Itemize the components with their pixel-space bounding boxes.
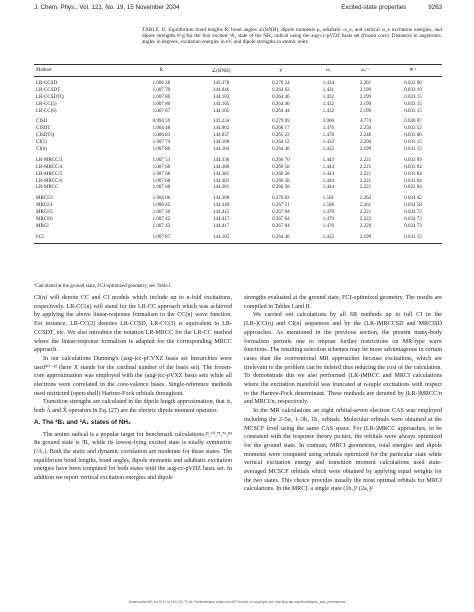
value-cell: 1.431: [322, 87, 334, 93]
value-cell: 0.267 04: [272, 223, 290, 229]
value-cell: 1.478: [322, 133, 334, 139]
value-cell: 1.501: [322, 196, 334, 202]
value-cell: 0.270 24: [272, 80, 290, 86]
value-cell: 0.264 46: [272, 94, 290, 100]
paragraph: We carried out calculations by all SR methods up to full CI in the (LR-)CC(n) and CI(n) sequences and by the (LR-)MRCCSD and MRCISD approaches. As mentioned in the previous section, the present many-body formalism permits one to impose further restrictions on MR-type wave functions. The resulting selection schemes may be more advantageous in certain cases than the conventional MR approaches because excitations, which are irrelevant to the problem can be deleted thus reducing the cost of the calculation. To demonstrate this we also performed (LR-)MRCC and MRCI calculations where the excitation manifold was truncated at n-tuple excitations with respect to the Hartree-Fock determinant. These methods are denoted by (LR-)MRCC/n and MRCI/n, respectively.: [244, 312, 442, 406]
value-cell: 144.300: [212, 196, 230, 202]
value-cell: 1.432: [322, 234, 334, 240]
method-cell: FCI: [36, 234, 44, 240]
value-cell: 1.432: [322, 108, 334, 114]
table-row: [34, 153, 442, 164]
value-cell: 1.004 06: [152, 196, 171, 202]
value-cell: 0.033 15: [404, 140, 422, 146]
table-body: [34, 77, 442, 244]
table-row: [34, 125, 442, 132]
value-cell: 0.264 44: [272, 108, 290, 114]
method-cell: LR-CCSDTQ: [36, 94, 64, 100]
paragraph: CI(n) will denote CC and CI models which include up to n-fold excitations, respectively. LR-CC(n) will stand for the LR-CC approach which was achieved by applying the above linear-response formalism to the CC(n) wave function. For instance, LR-CC(2) denotes LR-CCSD, LR-CC(3) is equivalent to LR-CCSDT, etc. We also introduce the notation LR-MRCC for the LR-CC method where the linear-response formalism is adapted for the corresponding MRCC approach.: [34, 295, 232, 354]
method-cell: LR-CC(5): [36, 101, 57, 107]
value-cell: 2.221: [359, 157, 372, 163]
value-cell: 144.381: [212, 171, 230, 177]
value-cell: 1.007 53: [152, 157, 171, 163]
value-cell: 0.034 58: [404, 203, 422, 209]
value-cell: 0.033 00: [404, 133, 422, 139]
value-cell: 0.034 73: [404, 223, 422, 229]
download-footer: Downloaded 80 Jul 2012 to 140.123.79.46. Redistribution subject to AIP license or copyright; see http://jcp.aip.org/about/rights_and_permissions: [128, 600, 346, 604]
value-cell: 1.432: [322, 146, 334, 152]
value-cell: 144.330: [212, 157, 230, 163]
value-cell: 2.261: [359, 203, 372, 209]
value-cell: 0.033 19: [404, 87, 422, 93]
value-cell: 1.444: [322, 178, 334, 184]
value-cell: 0.033 09: [404, 157, 422, 163]
value-cell: 0.033 15: [404, 101, 422, 107]
paragraph: In the MR calculations an eight orbital-seven electron CAS was employed including the 2–5a₁ 1–3b₂ 1b₁ orbitals. Molecular orbitals were obtained at the MCSCF level using the same CAS space. For (LR-)MRCC approaches, to be consistent with the response theory picture, the orbitals were always optimized for the ground state. In contrast, MRCI geometries, total energies and dipole moments were computed using orbitals optimized for the particular state while vertical excitation energy and transition moment calculations used state-averaged MCSCF orbitals which were obtained by applying equal weights for the two states. This choice provides usually the most optimal orbitals for MRCI calculations. In the MRCI, a single state (1b₁)¹ (2a₁)²: [244, 408, 442, 493]
value-cell: 0.033 15: [404, 94, 422, 100]
method-cell: LR-CCSD: [36, 80, 58, 86]
value-cell: 1.004 48: [152, 126, 171, 132]
value-cell: 1.007 42: [152, 223, 171, 229]
value-cell: 144.046: [212, 87, 230, 93]
value-cell: 2.220: [359, 223, 372, 229]
value-cell: 2.221: [359, 210, 372, 216]
value-cell: 4.774: [359, 119, 372, 125]
method-cell: LR-MRCC/5: [36, 171, 63, 177]
value-cell: 0.264 62: [272, 87, 290, 93]
value-cell: 144.002: [212, 126, 230, 132]
value-cell: 0.034 42: [404, 196, 422, 202]
value-cell: 144.105: [212, 234, 230, 240]
col-header-mu: μ: [279, 68, 283, 73]
col-header-theta: θᵍ ᵃ: [409, 68, 417, 73]
value-cell: 2.221: [359, 178, 372, 184]
value-cell: 2.199: [359, 234, 372, 240]
value-cell: 0.279 69: [272, 119, 290, 125]
value-cell: 1.432: [322, 101, 334, 107]
paragraph: strengths evaluated at the ground state, FCI-optimized geometry. The results are compiled in Tables I and II.: [244, 295, 442, 310]
value-cell: 1.443: [322, 157, 334, 163]
method-cell: LR-CCSDT: [36, 87, 61, 93]
table-footnote: ᵃCalculated at the ground state, FCI-optimized geometry, see Table I.: [34, 284, 172, 289]
method-cell: MRCI/3: [36, 196, 53, 202]
value-cell: 0.994 59: [152, 119, 171, 125]
table-row: [34, 184, 442, 191]
value-cell: 143.234: [212, 119, 230, 125]
section-title: Excited-state properties: [341, 4, 407, 11]
method-cell: MRCI/6: [36, 216, 53, 222]
value-cell: 1.007 68: [152, 171, 171, 177]
table-row: [34, 132, 442, 139]
value-cell: 1.470: [322, 210, 334, 216]
method-cell: CISD: [36, 119, 48, 125]
value-cell: 0.264 52: [272, 140, 290, 146]
value-cell: 1.444: [322, 171, 334, 177]
value-cell: 1.006 45: [152, 203, 171, 209]
method-cell: MRCI: [36, 223, 49, 229]
method-cell: LR-MRCC/6: [36, 178, 63, 184]
value-cell: 1.007 42: [152, 216, 171, 222]
value-cell: 0.033 04: [404, 164, 422, 170]
value-cell: 144.105: [212, 108, 230, 114]
value-cell: 0.266 58: [272, 171, 290, 177]
value-cell: 144.417: [212, 223, 230, 229]
method-cell: MRCI/5: [36, 210, 53, 216]
value-cell: 2.222: [359, 216, 372, 222]
table-row: [34, 101, 442, 108]
value-cell: 0.033 04: [404, 185, 422, 191]
value-cell: 2.199: [359, 101, 372, 107]
col-header-omega-vertical: ωₑᵛ ᵃ: [361, 68, 370, 73]
value-cell: 0.033 52: [404, 126, 422, 132]
value-cell: 1.007 86: [152, 94, 171, 100]
method-cell: CI(6): [36, 146, 47, 152]
method-cell: CISDT: [36, 126, 51, 132]
value-cell: 2.256: [359, 126, 372, 132]
value-cell: 144.417: [212, 216, 230, 222]
value-cell: 0.268 17: [272, 126, 290, 132]
value-cell: 0.265 23: [272, 133, 290, 139]
value-cell: 0.034 73: [404, 216, 422, 222]
col-header-omega: ωₑ: [326, 68, 331, 73]
value-cell: 1.434: [322, 80, 334, 86]
method-cell: LR-MRCC/3: [36, 157, 63, 163]
value-cell: 1.007 68: [152, 164, 171, 170]
value-cell: 2.221: [359, 171, 372, 177]
col-header-method: Method: [36, 68, 52, 73]
value-cell: 144.103: [212, 94, 230, 100]
value-cell: 0.034 72: [404, 210, 422, 216]
results-table: [34, 64, 442, 244]
method-cell: CISDTQ: [36, 133, 55, 139]
value-cell: 2.199: [359, 108, 372, 114]
value-cell: 0.266 58: [272, 164, 290, 170]
value-cell: 0.267 04: [272, 210, 290, 216]
table-row: [34, 216, 442, 223]
section-heading: A. The ²B₁ and ²A₁ states of NH₂: [34, 418, 131, 426]
value-cell: 2.199: [359, 94, 372, 100]
value-cell: 144.105: [212, 101, 230, 107]
value-cell: 2.221: [359, 164, 372, 170]
table-label: TABLE II.: [142, 27, 167, 33]
value-cell: 0.033 04: [404, 171, 422, 177]
value-cell: 144.415: [212, 210, 230, 216]
value-cell: 1.006 28: [152, 80, 171, 86]
value-cell: 0.267 51: [272, 203, 290, 209]
value-cell: 0.267 04: [272, 216, 290, 222]
value-cell: 1.444: [322, 164, 334, 170]
value-cell: 1.007 86: [152, 146, 171, 152]
value-cell: 144.037: [212, 133, 230, 139]
value-cell: 2.262: [359, 196, 372, 202]
value-cell: 1.007 70: [152, 87, 171, 93]
paragraph: Transition strengths are calculated in the dipole length approximation, that is, both Â and X̂ operators in Eq. (27) are the electric dipole moment operator.: [34, 399, 232, 415]
table-caption-text: Equilibrium bond lengths R, bond angles ∠(HNH), dipole moments μ, adiabatic ω_e, and vertical ω_e excitation energies, and dipole strengths θ^g for the first excited ²A₁ state of the NH₂ radical using the aug-cc-pVDZ basis set (frozen core). Distances in angstroms, angles in degrees, excitation energies in eV, and dipole strengths in atomic units.: [142, 27, 442, 46]
value-cell: 144.104: [212, 146, 230, 152]
method-cell: LR-CC(6): [36, 108, 57, 114]
table-row: [34, 202, 442, 209]
value-cell: 2.221: [359, 185, 372, 191]
value-cell: 1.432: [322, 140, 334, 146]
value-cell: 1.007 87: [152, 108, 171, 114]
value-cell: 0.033 96: [404, 80, 422, 86]
value-cell: 2.199: [359, 146, 372, 152]
value-cell: 2.201: [359, 80, 372, 86]
value-cell: 0.033 15: [404, 108, 422, 114]
value-cell: 2.199: [359, 87, 372, 93]
value-cell: 1.007 79: [152, 140, 171, 146]
col-header-angle: ∠(HNH): [211, 68, 231, 74]
header-right: [341, 4, 442, 11]
value-cell: 0.030 07: [404, 119, 422, 125]
right-text-column: [244, 294, 442, 494]
value-cell: 1.007 87: [152, 234, 171, 240]
table-row: [34, 223, 442, 230]
value-cell: 1.470: [322, 223, 334, 229]
value-cell: 0.264 46: [272, 234, 290, 240]
value-cell: 1.508: [322, 203, 334, 209]
value-cell: 1.470: [322, 216, 334, 222]
value-cell: 144.381: [212, 178, 230, 184]
value-cell: 2.200: [359, 140, 372, 146]
value-cell: 0.266 70: [272, 157, 290, 163]
table-caption: [142, 27, 442, 45]
table-row: [34, 94, 442, 101]
method-cell: LR-MRCC: [36, 185, 59, 191]
value-cell: 0.270 03: [272, 196, 290, 202]
table-row: [34, 139, 442, 146]
value-cell: 144.381: [212, 185, 230, 191]
table-row: [34, 108, 442, 115]
value-cell: 0.033 15: [404, 146, 422, 152]
paragraph: In our calculations Dunning's (aug-)cc-pCVXZ basis set hierarchies were used⁴⁰⁻⁴² (here X stands for the cardinal number of the basis set). The frozen-core approximation was employed with the (aug-)cc-pVXZ basis sets while all electrons were correlated in the core-valence bases. Single-reference methods used restricted (open-shell) Hartree-Fock orbitals throughout.: [34, 355, 232, 397]
value-cell: 144.100: [212, 140, 230, 146]
table-row: [34, 114, 442, 125]
value-cell: 0.264 46: [272, 146, 290, 152]
value-cell: 0.033 04: [404, 178, 422, 184]
journal-citation: J. Chem. Phys., Vol. 121, No. 19, 15 November 2004: [34, 4, 180, 11]
value-cell: 1.006 83: [152, 133, 171, 139]
value-cell: 0.266 58: [272, 185, 290, 191]
value-cell: 1.432: [322, 94, 334, 100]
method-cell: CI(5): [36, 140, 47, 146]
table-row: [34, 230, 442, 243]
page-number: 9263: [428, 4, 442, 11]
value-cell: 2.248: [359, 133, 372, 139]
value-cell: 1.476: [322, 126, 334, 132]
value-cell: 144.349: [212, 203, 230, 209]
value-cell: 1.007 68: [152, 178, 171, 184]
method-cell: MRCI/4: [36, 203, 53, 209]
left-text-column: [34, 294, 232, 483]
table-row: [34, 164, 442, 171]
running-header: [34, 4, 442, 16]
table-row: [34, 77, 442, 87]
value-cell: 3.966: [322, 119, 334, 125]
value-cell: 1.007 68: [152, 185, 171, 191]
table-header-row: [34, 65, 442, 77]
col-header-r: R: [159, 68, 163, 73]
value-cell: 0.264 46: [272, 101, 290, 107]
table-row: [34, 146, 442, 153]
paragraph: The amino radical is a popular target for benchmark calculations.²⁶,⁶⁰,⁷¹,⁷⁶,⁸³ Its ground state is ²B₁ while its lowest-lying excited state is totally symmetric (²A₁). Both the static and dynamic correlation are moderate for these states. The equilibrium bond lengths, bond angles, dipole moments and adiabatic excitation energies have been computed for both states with the aug-cc-pVDZ basis set. In addition we report vertical excitation energies and dipole: [34, 431, 232, 482]
value-cell: 144.380: [212, 164, 230, 170]
table-row: [34, 209, 442, 216]
method-cell: LR-MRCC/4: [36, 164, 63, 170]
value-cell: 1.444: [322, 185, 334, 191]
table-row: [34, 191, 442, 202]
table-row: [34, 87, 442, 94]
value-cell: 143.370: [212, 80, 230, 86]
table-row: [34, 178, 442, 185]
value-cell: 0.266 58: [272, 178, 290, 184]
value-cell: 1.007 36: [152, 210, 171, 216]
table-row: [34, 171, 442, 178]
value-cell: 0.033 15: [404, 234, 422, 240]
value-cell: 1.007 86: [152, 101, 171, 107]
